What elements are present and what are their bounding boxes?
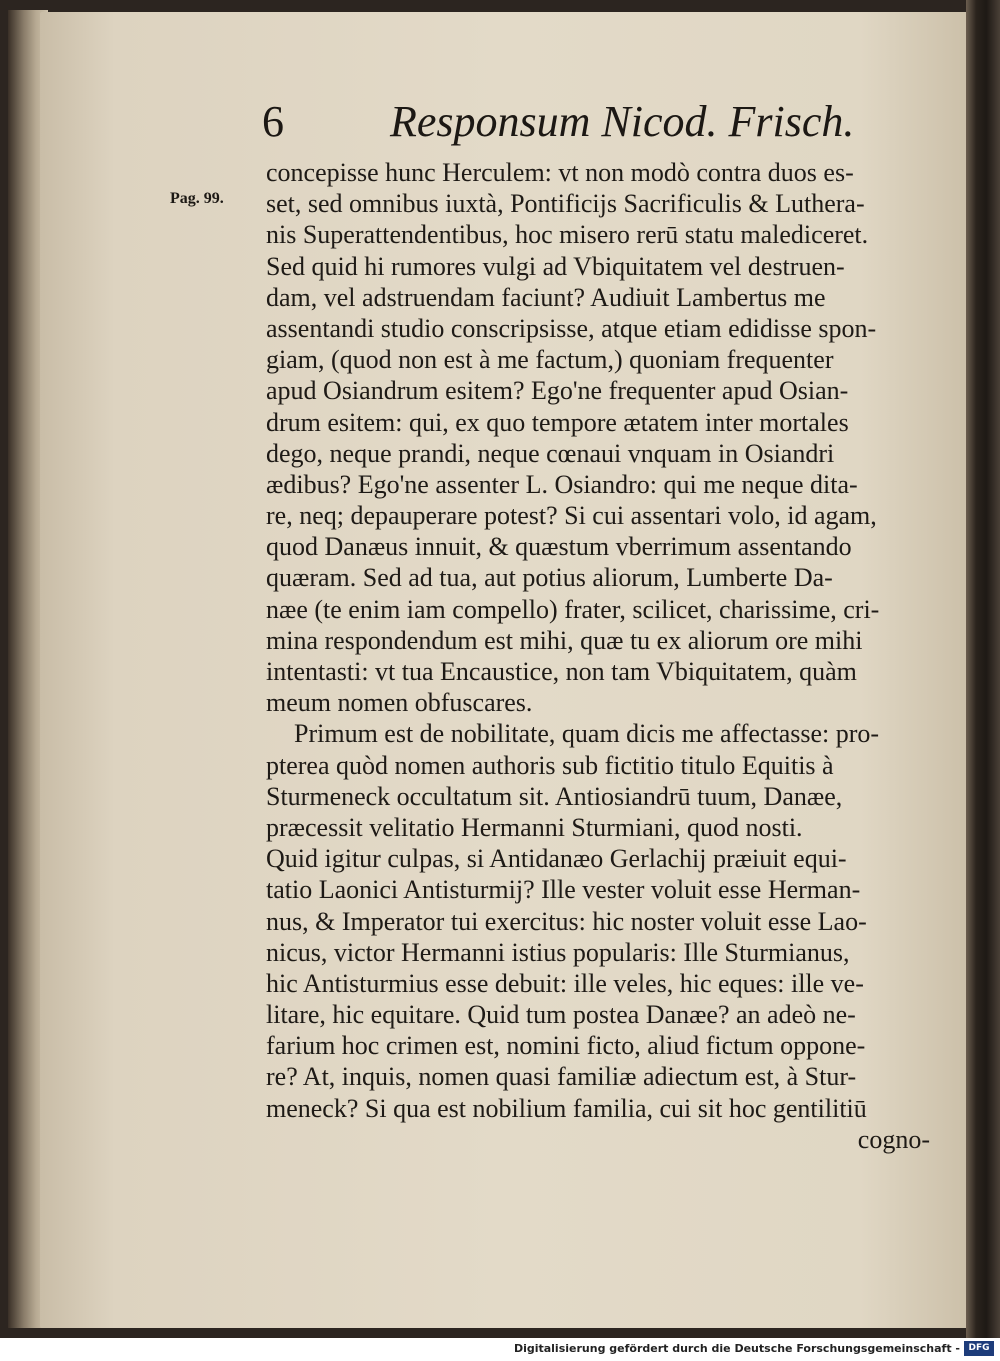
text-line: apud Osiandrum esitem? Ego'ne frequenter apud Osian- bbox=[266, 376, 849, 406]
text-line: Sturmeneck occultatum sit. Antiosiandrū tuum, Danæe, bbox=[266, 781, 843, 811]
text-line: hic Antisturmius esse debuit: ille veles, hic eques: ille ve- bbox=[266, 968, 864, 998]
text-line: dam, vel adstruendam faciunt? Audiuit Lambertus me bbox=[266, 282, 826, 312]
text-line: meum nomen obfuscares. bbox=[266, 688, 533, 718]
text-line: præcessit velitatio Hermanni Sturmiani, quod nosti. bbox=[266, 812, 803, 842]
catchword: cogno- bbox=[857, 1124, 930, 1154]
footer-bar bbox=[0, 1338, 1000, 1361]
text-line: dego, neque prandi, neque cœnaui vnquam in Osiandri bbox=[266, 438, 835, 468]
text-line: farium hoc crimen est, nomini ficto, aliud fictum oppone- bbox=[266, 1031, 866, 1061]
text-line: mina respondendum est mihi, quæ tu ex aliorum ore mihi bbox=[266, 625, 863, 655]
book-gutter bbox=[966, 0, 1000, 1338]
text-line: litare, hic equitare. Quid tum postea Danæe? an adeò ne- bbox=[266, 1000, 856, 1030]
text-line: giam, (quod non est à me factum,) quoniam frequenter bbox=[266, 345, 834, 375]
text-line: intentasti: vt tua Encaustice, non tam Vbiquitatem, quàm bbox=[266, 657, 857, 686]
running-title: Responsum Nicod. Frisch. bbox=[390, 97, 855, 146]
paragraph-start-line: Primum est de nobilitate, quam dicis me affectasse: pro- bbox=[294, 719, 880, 749]
text-line: nis Superattendentibus, hoc misero rerū statu malediceret. bbox=[266, 220, 869, 250]
text-line: ædibus? Ego'ne assenter L. Osiandro: qui me neque dita- bbox=[266, 469, 858, 499]
text-line: meneck? Si qua est nobilium familia, cui sit hoc gentilitiū bbox=[266, 1093, 867, 1123]
text-line: re, neq; depauperare potest? Si cui assentari volo, id agam, bbox=[266, 501, 877, 531]
text-line: tatio Laonici Antisturmij? Ille vester voluit esse Herman- bbox=[266, 875, 861, 905]
running-head bbox=[262, 96, 942, 156]
text-line: set, sed omnibus iuxtà, Pontificijs Sacrificulis & Luthera- bbox=[266, 189, 865, 219]
text-line: Quid igitur culpas, si Antidanæo Gerlachij præiuit equi- bbox=[266, 844, 847, 874]
funding-credit: Digitalisierung gefördert durch die Deutsche Forschungsgemeinschaft - bbox=[513, 1342, 960, 1355]
text-line: assentandi studio conscripsisse, atque etiam edidisse spon- bbox=[266, 313, 877, 343]
text-line: nicus, victor Hermanni istius popularis: Ille Sturmianus, bbox=[266, 937, 850, 967]
text-line: quod Danæus innuit, & quæstum vberrimum assentando bbox=[266, 532, 852, 562]
page-number: 6 bbox=[262, 97, 284, 146]
text-line: quæram. Sed ad tua, aut potius aliorum, Lumberte Da- bbox=[266, 563, 833, 593]
text-line: Sed quid hi rumores vulgi ad Vbiquitatem vel destruen- bbox=[266, 251, 845, 281]
text-line: nus, & Imperator tui exercitus: hic noster voluit esse Lao- bbox=[266, 906, 867, 936]
text-line: næe (te enim iam compello) frater, scilicet, charissime, cri- bbox=[266, 594, 880, 624]
text-line: drum esitem: qui, ex quo tempore ætatem inter mortales bbox=[266, 407, 849, 437]
text-line: pterea quòd nomen authoris sub fictitio titulo Equitis à bbox=[266, 750, 834, 780]
dfg-logo: DFG bbox=[964, 1341, 994, 1356]
margin-note: Pag. 99. bbox=[170, 190, 224, 207]
text-line: re? At, inquis, nomen quasi familiæ adiectum est, à Stur- bbox=[266, 1062, 857, 1092]
body-text bbox=[266, 157, 930, 1155]
text-line: concepisse hunc Herculem: vt non modò contra duos es- bbox=[266, 158, 854, 187]
